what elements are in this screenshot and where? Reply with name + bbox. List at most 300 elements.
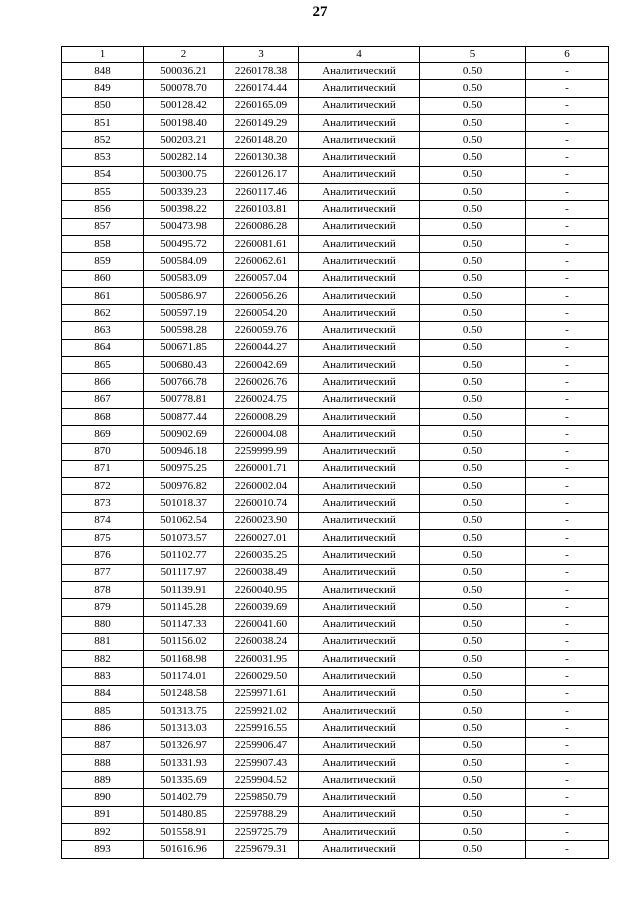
table-cell: Аналитический [299, 149, 420, 166]
table-cell: 858 [62, 235, 144, 252]
table-cell: Аналитический [299, 184, 420, 201]
table-cell: 0.50 [420, 184, 526, 201]
table-cell: 501616.96 [144, 841, 224, 858]
table-row [62, 460, 609, 477]
table-cell: 2260081.61 [224, 235, 299, 252]
table-cell: Аналитический [299, 253, 420, 270]
table-cell: Аналитический [299, 702, 420, 719]
table-cell: 500583.09 [144, 270, 224, 287]
table-cell: 867 [62, 391, 144, 408]
table-cell: - [526, 547, 609, 564]
table-cell: 501402.79 [144, 789, 224, 806]
table-cell: - [526, 460, 609, 477]
table-cell: 0.50 [420, 564, 526, 581]
table-cell: 2260008.29 [224, 408, 299, 425]
table-cell: - [526, 633, 609, 650]
table-cell: Аналитический [299, 547, 420, 564]
column-header: 5 [420, 47, 526, 63]
table-cell: Аналитический [299, 685, 420, 702]
table-cell: 0.50 [420, 685, 526, 702]
table-cell: 2260040.95 [224, 581, 299, 598]
table-cell: Аналитический [299, 789, 420, 806]
table-cell: 2260044.27 [224, 339, 299, 356]
table-cell: 881 [62, 633, 144, 650]
table-cell: 848 [62, 63, 144, 80]
table-cell: 870 [62, 443, 144, 460]
table-cell: 890 [62, 789, 144, 806]
table-row [62, 166, 609, 183]
table-cell: Аналитический [299, 80, 420, 97]
table-row [62, 374, 609, 391]
table-row [62, 305, 609, 322]
table-cell: 2260148.20 [224, 132, 299, 149]
table-cell: 0.50 [420, 460, 526, 477]
table-cell: 879 [62, 599, 144, 616]
table-row [62, 114, 609, 131]
table-row [62, 201, 609, 218]
table-cell: 500778.81 [144, 391, 224, 408]
table-cell: 2260035.25 [224, 547, 299, 564]
table-body [62, 63, 609, 859]
table-cell: 857 [62, 218, 144, 235]
table-cell: - [526, 132, 609, 149]
table-header-row [62, 47, 609, 63]
table-cell: 501145.28 [144, 599, 224, 616]
table-cell: 501313.75 [144, 702, 224, 719]
table-row [62, 530, 609, 547]
table-cell: 2260042.69 [224, 357, 299, 374]
table-cell: - [526, 253, 609, 270]
table-cell: Аналитический [299, 616, 420, 633]
table-cell: 0.50 [420, 253, 526, 270]
table-cell: Аналитический [299, 218, 420, 235]
table-cell: 2260029.50 [224, 668, 299, 685]
table-cell: - [526, 235, 609, 252]
table-cell: 2260149.29 [224, 114, 299, 131]
table-cell: 2260001.71 [224, 460, 299, 477]
table-cell: 883 [62, 668, 144, 685]
table-row [62, 824, 609, 841]
table-cell: 884 [62, 685, 144, 702]
table-cell: 500398.22 [144, 201, 224, 218]
table-cell: 2260002.04 [224, 478, 299, 495]
table-cell: 0.50 [420, 97, 526, 114]
table-cell: - [526, 63, 609, 80]
table-cell: 2259999.99 [224, 443, 299, 460]
table-row [62, 80, 609, 97]
coordinates-table [61, 46, 609, 859]
table-cell: Аналитический [299, 495, 420, 512]
table-cell: 0.50 [420, 789, 526, 806]
table-cell: Аналитический [299, 651, 420, 668]
table-row [62, 668, 609, 685]
table-cell: Аналитический [299, 391, 420, 408]
table-cell: - [526, 426, 609, 443]
table-cell: - [526, 495, 609, 512]
table-row [62, 737, 609, 754]
table-cell: 0.50 [420, 478, 526, 495]
table-cell: - [526, 374, 609, 391]
table-cell: Аналитический [299, 633, 420, 650]
table-cell: Аналитический [299, 668, 420, 685]
table-cell: 2259788.29 [224, 806, 299, 823]
table-cell: - [526, 97, 609, 114]
table-cell: 2259921.02 [224, 702, 299, 719]
table-cell: 2260054.20 [224, 305, 299, 322]
table-cell: 860 [62, 270, 144, 287]
table-cell: 0.50 [420, 668, 526, 685]
table-cell: 0.50 [420, 737, 526, 754]
table-cell: 869 [62, 426, 144, 443]
table-cell: - [526, 287, 609, 304]
table-cell: 2260023.90 [224, 512, 299, 529]
table-cell: 500198.40 [144, 114, 224, 131]
table-cell: - [526, 166, 609, 183]
table-row [62, 512, 609, 529]
table-cell: 866 [62, 374, 144, 391]
table-cell: 2260010.74 [224, 495, 299, 512]
table-cell: 877 [62, 564, 144, 581]
table-cell: 0.50 [420, 702, 526, 719]
table-cell: 2259906.47 [224, 737, 299, 754]
table-cell: Аналитический [299, 478, 420, 495]
table-cell: Аналитический [299, 720, 420, 737]
table-cell: 851 [62, 114, 144, 131]
table-cell: 501174.01 [144, 668, 224, 685]
table-cell: 878 [62, 581, 144, 598]
table-row [62, 789, 609, 806]
column-header: 4 [299, 47, 420, 63]
table-cell: 2260059.76 [224, 322, 299, 339]
table-cell: 2260027.01 [224, 530, 299, 547]
table-cell: 500128.42 [144, 97, 224, 114]
table-cell: 0.50 [420, 720, 526, 737]
table-cell: 2260026.76 [224, 374, 299, 391]
table-cell: - [526, 391, 609, 408]
table-cell: 876 [62, 547, 144, 564]
table-cell: 0.50 [420, 357, 526, 374]
table-cell: 500203.21 [144, 132, 224, 149]
table-cell: 892 [62, 824, 144, 841]
table-row [62, 253, 609, 270]
table-cell: 500766.78 [144, 374, 224, 391]
table-row [62, 564, 609, 581]
table-cell: - [526, 201, 609, 218]
table-cell: 2260126.17 [224, 166, 299, 183]
table-row [62, 616, 609, 633]
table-cell: Аналитический [299, 530, 420, 547]
table-cell: 887 [62, 737, 144, 754]
table-cell: - [526, 512, 609, 529]
table-cell: - [526, 824, 609, 841]
table-cell: 849 [62, 80, 144, 97]
table-cell: 500339.23 [144, 184, 224, 201]
table-cell: Аналитический [299, 339, 420, 356]
table-cell: Аналитический [299, 599, 420, 616]
table-cell: Аналитический [299, 772, 420, 789]
table-cell: Аналитический [299, 737, 420, 754]
table-cell: 2260178.38 [224, 63, 299, 80]
table-cell: 865 [62, 357, 144, 374]
table-cell: 501147.33 [144, 616, 224, 633]
table-cell: 872 [62, 478, 144, 495]
table-cell: 0.50 [420, 651, 526, 668]
table-row [62, 754, 609, 771]
table-cell: - [526, 581, 609, 598]
table-cell: Аналитический [299, 512, 420, 529]
table-cell: 0.50 [420, 235, 526, 252]
table-cell: 873 [62, 495, 144, 512]
table-cell: 2259916.55 [224, 720, 299, 737]
table-cell: - [526, 270, 609, 287]
table-cell: 501558.91 [144, 824, 224, 841]
table-row [62, 149, 609, 166]
table-cell: - [526, 218, 609, 235]
table-cell: - [526, 184, 609, 201]
table-cell: 0.50 [420, 149, 526, 166]
table-cell: 852 [62, 132, 144, 149]
table-cell: Аналитический [299, 114, 420, 131]
table-cell: - [526, 616, 609, 633]
table-row [62, 426, 609, 443]
table-cell: 501018.37 [144, 495, 224, 512]
table-row [62, 391, 609, 408]
table-row [62, 495, 609, 512]
table-cell: - [526, 443, 609, 460]
table-cell: - [526, 841, 609, 858]
table-cell: 0.50 [420, 166, 526, 183]
table-cell: 854 [62, 166, 144, 183]
column-header: 2 [144, 47, 224, 63]
table-cell: 500282.14 [144, 149, 224, 166]
table-cell: Аналитический [299, 305, 420, 322]
table-cell: Аналитический [299, 564, 420, 581]
table-cell: - [526, 806, 609, 823]
table-cell: 2259971.61 [224, 685, 299, 702]
table-cell: Аналитический [299, 443, 420, 460]
table-cell: 500902.69 [144, 426, 224, 443]
table-row [62, 841, 609, 858]
table-cell: Аналитический [299, 754, 420, 771]
table-cell: - [526, 80, 609, 97]
table-cell: - [526, 478, 609, 495]
table-row [62, 581, 609, 598]
table-cell: 500300.75 [144, 166, 224, 183]
table-cell: Аналитический [299, 374, 420, 391]
table-cell: 0.50 [420, 201, 526, 218]
table-cell: 500584.09 [144, 253, 224, 270]
table-cell: 0.50 [420, 426, 526, 443]
table-cell: 2260024.75 [224, 391, 299, 408]
table-cell: - [526, 305, 609, 322]
table-cell: 868 [62, 408, 144, 425]
table-cell: 0.50 [420, 806, 526, 823]
table-cell: 2259679.31 [224, 841, 299, 858]
table-cell: 0.50 [420, 841, 526, 858]
table-cell: 2260117.46 [224, 184, 299, 201]
table-cell: Аналитический [299, 63, 420, 80]
table-cell: 2259904.52 [224, 772, 299, 789]
table-row [62, 478, 609, 495]
column-header: 6 [526, 47, 609, 63]
table-cell: 500495.72 [144, 235, 224, 252]
table-cell: 500877.44 [144, 408, 224, 425]
table-cell: Аналитический [299, 824, 420, 841]
table-row [62, 547, 609, 564]
table-cell: Аналитический [299, 357, 420, 374]
table-cell: 0.50 [420, 80, 526, 97]
table-cell: 0.50 [420, 322, 526, 339]
table-cell: 2260057.04 [224, 270, 299, 287]
table-cell: 0.50 [420, 581, 526, 598]
table-cell: - [526, 408, 609, 425]
table-cell: - [526, 564, 609, 581]
table-cell: 0.50 [420, 305, 526, 322]
table-cell: 0.50 [420, 824, 526, 841]
table-cell: - [526, 772, 609, 789]
table-cell: Аналитический [299, 426, 420, 443]
table-cell: 0.50 [420, 287, 526, 304]
table-cell: 2260130.38 [224, 149, 299, 166]
table-cell: 2260041.60 [224, 616, 299, 633]
table-cell: - [526, 702, 609, 719]
table-cell: Аналитический [299, 806, 420, 823]
table-row [62, 357, 609, 374]
table-cell: Аналитический [299, 460, 420, 477]
table-cell: - [526, 530, 609, 547]
table-cell: 501313.03 [144, 720, 224, 737]
table-row [62, 633, 609, 650]
column-header: 1 [62, 47, 144, 63]
table-cell: 500946.18 [144, 443, 224, 460]
table-cell: 861 [62, 287, 144, 304]
table-cell: Аналитический [299, 322, 420, 339]
table-cell: 501335.69 [144, 772, 224, 789]
table-cell: 0.50 [420, 63, 526, 80]
table-cell: 500078.70 [144, 80, 224, 97]
table-cell: 2260174.44 [224, 80, 299, 97]
table-cell: - [526, 737, 609, 754]
table-cell: 875 [62, 530, 144, 547]
table-cell: Аналитический [299, 166, 420, 183]
table-row [62, 184, 609, 201]
table-cell: - [526, 789, 609, 806]
table-row [62, 443, 609, 460]
table-cell: Аналитический [299, 201, 420, 218]
table-cell: 0.50 [420, 270, 526, 287]
table-cell: Аналитический [299, 408, 420, 425]
table-row [62, 806, 609, 823]
table-cell: 891 [62, 806, 144, 823]
table-row [62, 599, 609, 616]
table-cell: 850 [62, 97, 144, 114]
table-cell: 886 [62, 720, 144, 737]
table-row [62, 132, 609, 149]
table-cell: 0.50 [420, 599, 526, 616]
table-cell: 0.50 [420, 391, 526, 408]
table-cell: 500671.85 [144, 339, 224, 356]
table-row [62, 322, 609, 339]
table-row [62, 702, 609, 719]
table-cell: 501156.02 [144, 633, 224, 650]
table-cell: 500598.28 [144, 322, 224, 339]
table-cell: - [526, 754, 609, 771]
table-cell: 500680.43 [144, 357, 224, 374]
table-cell: - [526, 599, 609, 616]
table-cell: 855 [62, 184, 144, 201]
table-cell: 853 [62, 149, 144, 166]
table-cell: 0.50 [420, 512, 526, 529]
table-cell: 864 [62, 339, 144, 356]
table-cell: 0.50 [420, 495, 526, 512]
table-cell: 2259907.43 [224, 754, 299, 771]
table-cell: 500586.97 [144, 287, 224, 304]
table-cell: 500473.98 [144, 218, 224, 235]
table-cell: 2260103.81 [224, 201, 299, 218]
table-cell: 2260062.61 [224, 253, 299, 270]
table-row [62, 685, 609, 702]
table-cell: 2260086.28 [224, 218, 299, 235]
table-row [62, 63, 609, 80]
table-cell: Аналитический [299, 287, 420, 304]
table-cell: 2260039.69 [224, 599, 299, 616]
table-cell: 0.50 [420, 443, 526, 460]
table-cell: 863 [62, 322, 144, 339]
table-cell: - [526, 149, 609, 166]
table-cell: 0.50 [420, 218, 526, 235]
table-cell: Аналитический [299, 841, 420, 858]
table-cell: 500975.25 [144, 460, 224, 477]
table-cell: 862 [62, 305, 144, 322]
table-cell: Аналитический [299, 581, 420, 598]
table-cell: 501073.57 [144, 530, 224, 547]
table-cell: 2260038.49 [224, 564, 299, 581]
table-cell: 2260038.24 [224, 633, 299, 650]
table-cell: 501331.93 [144, 754, 224, 771]
table-cell: 2260004.08 [224, 426, 299, 443]
table-cell: 859 [62, 253, 144, 270]
table-cell: - [526, 322, 609, 339]
table-cell: 0.50 [420, 530, 526, 547]
table-cell: Аналитический [299, 235, 420, 252]
table-cell: 2259725.79 [224, 824, 299, 841]
table-cell: - [526, 720, 609, 737]
table-cell: - [526, 685, 609, 702]
table-row [62, 270, 609, 287]
table-cell: - [526, 668, 609, 685]
table-cell: 2260056.26 [224, 287, 299, 304]
table-cell: Аналитический [299, 132, 420, 149]
table-cell: 2259850.79 [224, 789, 299, 806]
table-cell: 882 [62, 651, 144, 668]
table-row [62, 651, 609, 668]
table-cell: - [526, 357, 609, 374]
table-cell: 0.50 [420, 616, 526, 633]
table-cell: 888 [62, 754, 144, 771]
table-cell: - [526, 651, 609, 668]
table-cell: 500036.21 [144, 63, 224, 80]
table-cell: 501248.58 [144, 685, 224, 702]
table-cell: 501480.85 [144, 806, 224, 823]
table-cell: 0.50 [420, 772, 526, 789]
table-cell: 500597.19 [144, 305, 224, 322]
table-row [62, 772, 609, 789]
table-cell: 889 [62, 772, 144, 789]
table-row [62, 408, 609, 425]
table-cell: 2260031.95 [224, 651, 299, 668]
table-cell: 871 [62, 460, 144, 477]
table-cell: 0.50 [420, 132, 526, 149]
